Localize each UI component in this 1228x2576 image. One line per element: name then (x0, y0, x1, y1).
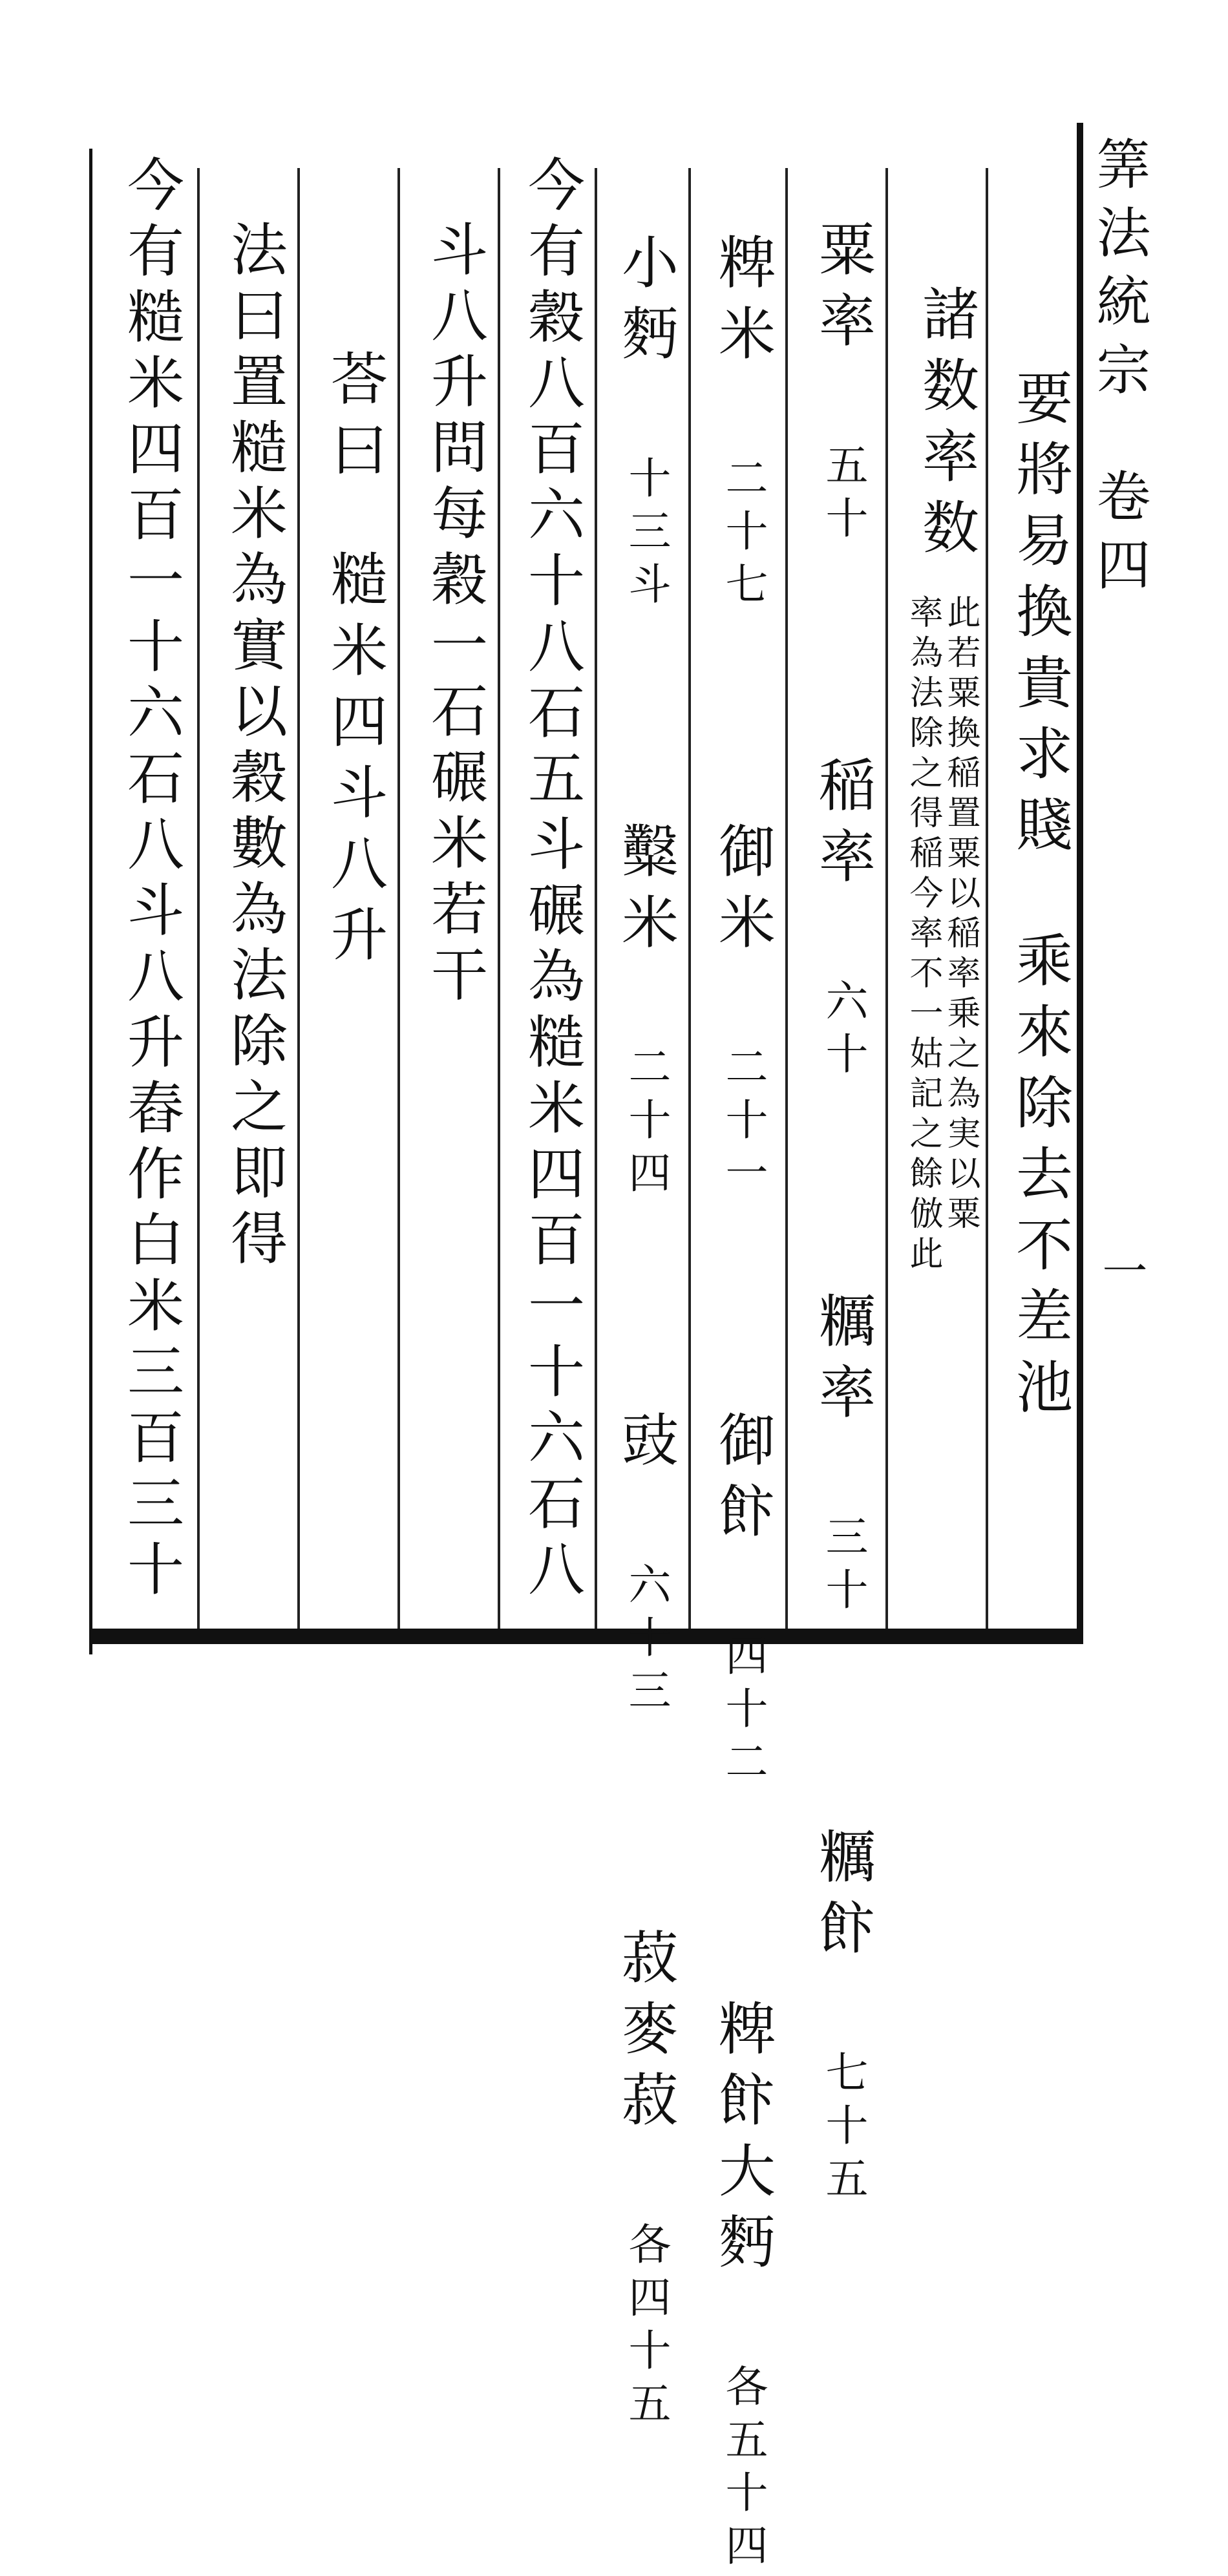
answer-label: 荅曰 (322, 349, 388, 491)
column-rule (498, 168, 500, 1629)
rate-name: 粺飰大麪 (710, 1999, 776, 2283)
rate-name: 糲率 (810, 1291, 876, 1433)
rate-value: 二十一 (718, 1044, 768, 1203)
rates-column-2 (710, 233, 776, 2576)
column-rule (197, 168, 200, 1629)
rate-name: 糳米 (613, 821, 679, 964)
rate-name: 豉 (613, 1410, 679, 1481)
rate-value: 二十四 (621, 1044, 671, 1203)
problem-text: 今有穀八百六十八石五斗碾為糙米四百一十六石八 (519, 155, 586, 1605)
problem-text: 今有糙米四百一十六石八斗八升舂作白米三百三十 (118, 155, 185, 1605)
column-rule (785, 168, 788, 1629)
rate-value: 各四十五 (621, 2222, 671, 2434)
right-border (1077, 123, 1083, 1635)
book-title: 筭法統宗 (1088, 136, 1151, 410)
rate-name: 御飰 (710, 1410, 776, 1552)
rate-name: 菽麥菽 (613, 1928, 679, 2141)
method-text: 法曰置糙米為實以穀數為法除之即得 (222, 220, 288, 1274)
note-text-b: 率為法除之得稲今率不一姑記之餘倣此 (904, 595, 942, 1276)
column-rule (885, 168, 888, 1629)
problem-column-3 (118, 155, 185, 1605)
running-title (1088, 136, 1151, 605)
rates-heading-text: 諸数率数 (913, 284, 980, 569)
rate-name: 糲飰 (810, 1827, 876, 1969)
rates-column-3 (613, 233, 679, 2434)
note-line-a (941, 595, 980, 1236)
method-column (222, 220, 288, 1274)
answer-column (322, 349, 388, 976)
note-line-b (906, 595, 940, 1276)
column-rule (297, 168, 300, 1629)
rate-name: 粺米 (710, 233, 776, 375)
rate-name: 小麪 (613, 233, 679, 375)
verse-line-2: 乘來除去不差池 (1007, 931, 1074, 1428)
rate-value: 六十三 (621, 1562, 671, 1721)
problem-column-1 (519, 155, 586, 1605)
left-border (89, 149, 92, 1654)
note-text-a: 此若粟換稲置粟以稲率乗之為実以粟 (941, 595, 980, 1236)
column-rule (986, 168, 988, 1629)
column-rule (595, 168, 597, 1629)
rate-value: 七十五 (818, 2050, 868, 2209)
problem-column-2 (422, 220, 489, 1011)
rates-heading (913, 284, 980, 569)
rate-value: 五十 (818, 443, 868, 549)
problem-text: 斗八升問每穀一石碾米若干 (422, 220, 489, 1011)
verse-column (1007, 368, 1074, 1428)
page-number (1095, 1247, 1148, 1307)
rate-value: 四十二 (718, 1633, 768, 1792)
rate-value: 三十 (818, 1514, 868, 1620)
column-rule (688, 168, 691, 1629)
page-number-text: 一 (1095, 1247, 1148, 1307)
rate-name: 粟率 (810, 220, 876, 362)
rate-value: 各五十四 (718, 2364, 768, 2576)
rate-value: 十三斗 (621, 456, 671, 615)
rate-name: 御米 (710, 821, 776, 964)
rate-value: 二十七 (718, 456, 768, 615)
bottom-border (89, 1629, 1083, 1644)
rates-column-1 (810, 220, 876, 2209)
rate-value: 六十 (818, 978, 868, 1084)
volume-label: 卷四 (1088, 468, 1151, 605)
column-rule (397, 168, 400, 1629)
answer-text: 糙米四斗八升 (322, 549, 388, 976)
rate-name: 稲率 (810, 755, 876, 898)
verse-line-1: 要將易換貴求賤 (1007, 368, 1074, 866)
